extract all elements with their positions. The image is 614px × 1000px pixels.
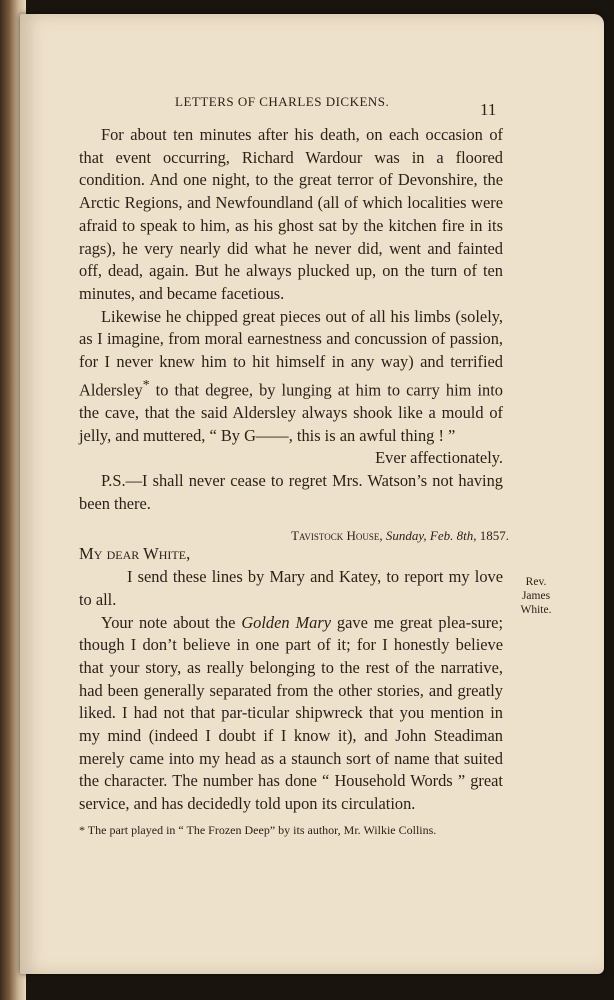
letter1-paragraph2 bbox=[79, 306, 503, 448]
book-page bbox=[20, 14, 604, 974]
margin-note-line2: James bbox=[521, 590, 551, 602]
letter2-dateline bbox=[291, 525, 509, 548]
letter2-header bbox=[79, 525, 509, 566]
letter2-paragraph2-post: gave me great plea-sure; though I don’t believe in one part of it; for I honestly believe that your story, as really belonging to the rest of the narrative, had been generally separated from the other stories, and greatly liked. I had not that par-ticular shipwreck that you mention in my mind (indeed I doubt if I know it), and John Steadiman merely came into my head as a staunch sort of name that suited the character. The number has done “ Household Words ” great service, and has decidedly told upon its circulation. bbox=[79, 612, 503, 814]
letter1-closing: Ever affectionately. bbox=[375, 448, 503, 468]
page-number: 11 bbox=[480, 100, 497, 119]
margin-note-line3: White. bbox=[520, 604, 552, 616]
letter2-salutation: My dear White, bbox=[79, 544, 191, 564]
letter1-paragraph2-part2: to that degree, by lunging at him to carry him into the cave, that the said Aldersley always shook like a mould of jelly, and muttered, “ By G——, this is an awful thing ! ” bbox=[79, 380, 503, 445]
letter2-paragraph2 bbox=[79, 612, 503, 816]
footnote: * The part played in “ The Frozen Deep” by its author, Mr. Wilkie Collins. bbox=[79, 822, 437, 837]
margin-note bbox=[512, 575, 560, 617]
dateline-year: 1857. bbox=[476, 528, 509, 544]
letter2-paragraph1: I send these lines by Mary and Katey, to report my love to all. bbox=[79, 567, 503, 609]
letter1-paragraph1: For about ten minutes after his death, on each occasion of that event occurring, Richard Wardour was in a floored condition. And one night, to the great terror of Devonshire, the Arctic Regions, and Newfoundland (all of which localities were afraid to speak to him, as his ghost sat by the kitchen fire in its rags), he very nearly did what he never did, went and fainted off, dead, again. But he always plucked up, on the turn of ten minutes, and became facetious. bbox=[79, 125, 503, 303]
dateline-place: Tavistock House, bbox=[291, 528, 386, 544]
letter1-paragraph2-part1: Likewise he chipped great pieces out of all his limbs (solely, as I imagine, from moral earnestness and concussion of passion, for I never knew him to hit himself in any way) and terrified Aldersley bbox=[79, 306, 503, 400]
dateline-date: Sunday, Feb. 8th, bbox=[385, 528, 477, 544]
letter1-postscript: P.S.—I shall never cease to regret Mrs. Watson’s not having been there. bbox=[79, 471, 503, 513]
page-body bbox=[79, 124, 509, 838]
running-head: LETTERS OF CHARLES DICKENS. bbox=[175, 94, 390, 109]
letter2-paragraph2-title: Golden Mary bbox=[241, 612, 332, 632]
letter2-paragraph2-pre: Your note about the bbox=[101, 612, 242, 632]
margin-note-line1: Rev. bbox=[525, 576, 547, 588]
footnote-marker: * bbox=[142, 376, 150, 392]
